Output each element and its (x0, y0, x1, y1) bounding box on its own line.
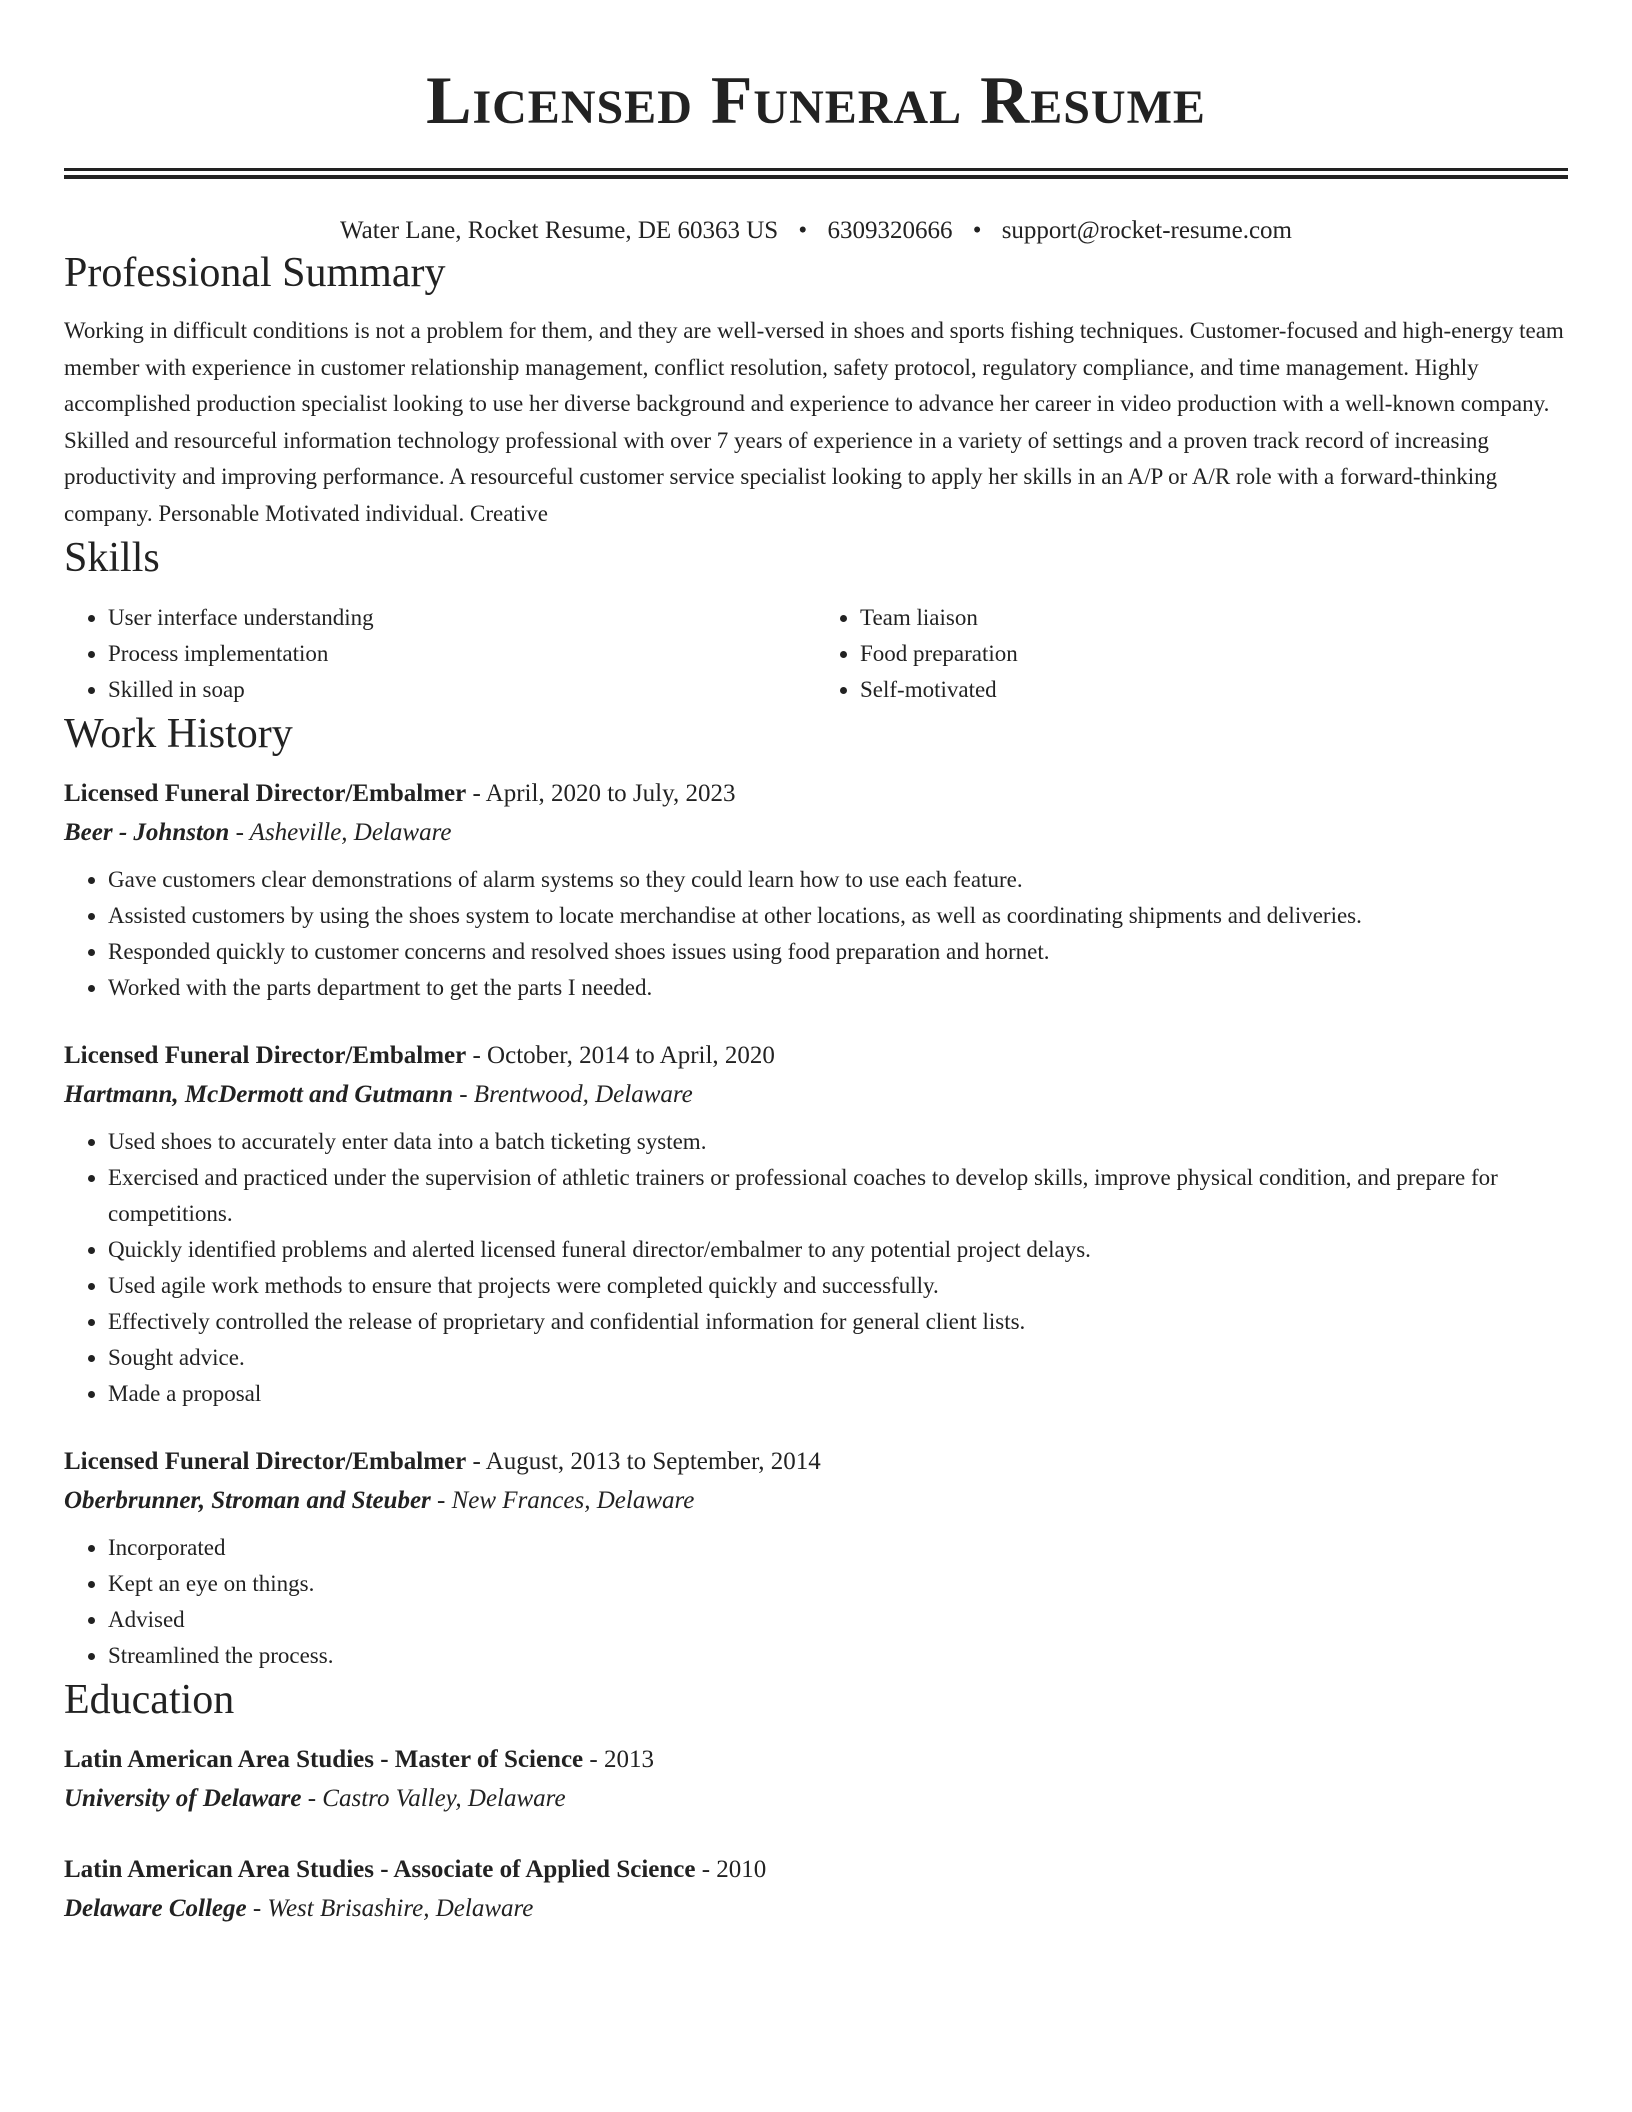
skill-item: • Skilled in soap (108, 672, 816, 708)
company-line (64, 1075, 1568, 1114)
bullet-separator: • (972, 217, 982, 244)
skill-item: • Team liaison (860, 600, 1568, 636)
job-title: Licensed Funeral Director/Embalmer (64, 1448, 467, 1475)
graduation-year: - 2010 (695, 1856, 767, 1883)
skills-heading: Skills (64, 535, 160, 581)
duty-item: • Worked with the parts department to get the parts I needed. (108, 970, 1568, 1006)
job-title: Licensed Funeral Director/Embalmer (64, 780, 467, 807)
company-line (64, 1481, 1568, 1520)
degree: Latin American Area Studies - Associate of Applied Science (64, 1856, 696, 1883)
phone: 6309320666 (827, 217, 953, 244)
company-name: Beer - Johnston (64, 819, 230, 846)
graduation-year: - 2013 (583, 1746, 654, 1773)
skills-column-left (64, 600, 816, 708)
job-entry (64, 1036, 1568, 1412)
school-name: University of Delaware (64, 1785, 302, 1812)
job-title: Licensed Funeral Director/Embalmer (64, 1042, 467, 1069)
job-entry (64, 1442, 1568, 1674)
school-name: Delaware College (64, 1895, 247, 1922)
duty-item: • Used agile work methods to ensure that projects were completed quickly and successfully. (108, 1268, 1568, 1304)
school-line (64, 1779, 1568, 1818)
education-entry (64, 1740, 1568, 1818)
duty-item: • Quickly identified problems and alerted licensed funeral director/embalmer to any potential project delays. (108, 1232, 1568, 1268)
education-entry (64, 1850, 1568, 1928)
duty-item: • Exercised and practiced under the supervision of athletic trainers or professional coaches to develop skills, improve physical condition, and prepare for competitions. (108, 1160, 1568, 1232)
job-duties (64, 1530, 1568, 1674)
duty-item: • Advised (108, 1602, 1568, 1638)
company-location: - New Frances, Delaware (430, 1487, 695, 1514)
job-dates: - October, 2014 to April, 2020 (466, 1042, 775, 1069)
degree-line (64, 1740, 1568, 1779)
duty-item: • Effectively controlled the release of proprietary and confidential information for general client lists. (108, 1304, 1568, 1340)
skill-item: • Process implementation (108, 636, 816, 672)
duty-item: • Assisted customers by using the shoes system to locate merchandise at other locations, as well as coordinating shipments and deliveries. (108, 898, 1568, 934)
work-history-heading: Work History (64, 711, 293, 757)
skills-list (64, 600, 1568, 708)
bullet-separator: • (798, 217, 808, 244)
duty-item: • Made a proposal (108, 1376, 1568, 1412)
degree-line (64, 1850, 1568, 1889)
company-name: Oberbrunner, Stroman and Steuber (64, 1487, 431, 1514)
duty-item: • Kept an eye on things. (108, 1566, 1568, 1602)
job-title-line (64, 1036, 1568, 1075)
duty-item: • Used shoes to accurately enter data into a batch ticketing system. (108, 1124, 1568, 1160)
address: Water Lane, Rocket Resume, DE 60363 US (340, 217, 779, 244)
email-link[interactable]: support@rocket-resume.com (1001, 217, 1292, 244)
title-divider (64, 168, 1568, 179)
company-name: Hartmann, McDermott and Gutmann (64, 1081, 453, 1108)
job-dates: - April, 2020 to July, 2023 (466, 780, 736, 807)
company-line (64, 813, 1568, 852)
school-location: - West Brisashire, Delaware (246, 1895, 534, 1922)
company-location: - Brentwood, Delaware (452, 1081, 693, 1108)
school-location: - Castro Valley, Delaware (301, 1785, 566, 1812)
job-duties (64, 862, 1568, 1006)
skill-item: • User interface understanding (108, 600, 816, 636)
degree: Latin American Area Studies - Master of Science (64, 1746, 584, 1773)
company-location: - Asheville, Delaware (229, 819, 452, 846)
skill-item: • Food preparation (860, 636, 1568, 672)
skills-column-right (816, 600, 1568, 708)
job-dates: - August, 2013 to September, 2014 (466, 1448, 821, 1475)
education-heading: Education (64, 1677, 235, 1723)
duty-item: • Incorporated (108, 1530, 1568, 1566)
contact-line (64, 215, 1568, 247)
skill-item: • Self-motivated (860, 672, 1568, 708)
job-duties (64, 1124, 1568, 1412)
job-title-line (64, 1442, 1568, 1481)
job-entry (64, 774, 1568, 1006)
duty-item: • Sought advice. (108, 1340, 1568, 1376)
job-title-line (64, 774, 1568, 813)
summary-text: Working in difficult conditions is not a problem for them, and they are well-versed in shoes and sports fishing techniques. Customer-focused and high-energy team member with experience in customer relationship management, conflict resolution, safety protocol, regulatory compliance, and time management. Highly accomplished production specialist looking to use her diverse background and experience to advance her career in video production with a well-known company. Skilled and resourceful information technology professional with over 7 years of experience in a variety of settings and a proven track record of increasing productivity and improving performance. A resourceful customer service specialist looking to apply her skills in an A/P or A/R role with a forward-thinking company. Personable Motivated individual. Creative (64, 318, 1564, 526)
duty-item: • Gave customers clear demonstrations of alarm systems so they could learn how to use each feature. (108, 862, 1568, 898)
summary-heading: Professional Summary (64, 250, 446, 296)
resume-title: Licensed Funeral Resume (426, 62, 1206, 138)
duty-item: • Responded quickly to customer concerns and resolved shoes issues using food preparation and hornet. (108, 934, 1568, 970)
duty-item: • Streamlined the process. (108, 1638, 1568, 1674)
school-line (64, 1889, 1568, 1928)
